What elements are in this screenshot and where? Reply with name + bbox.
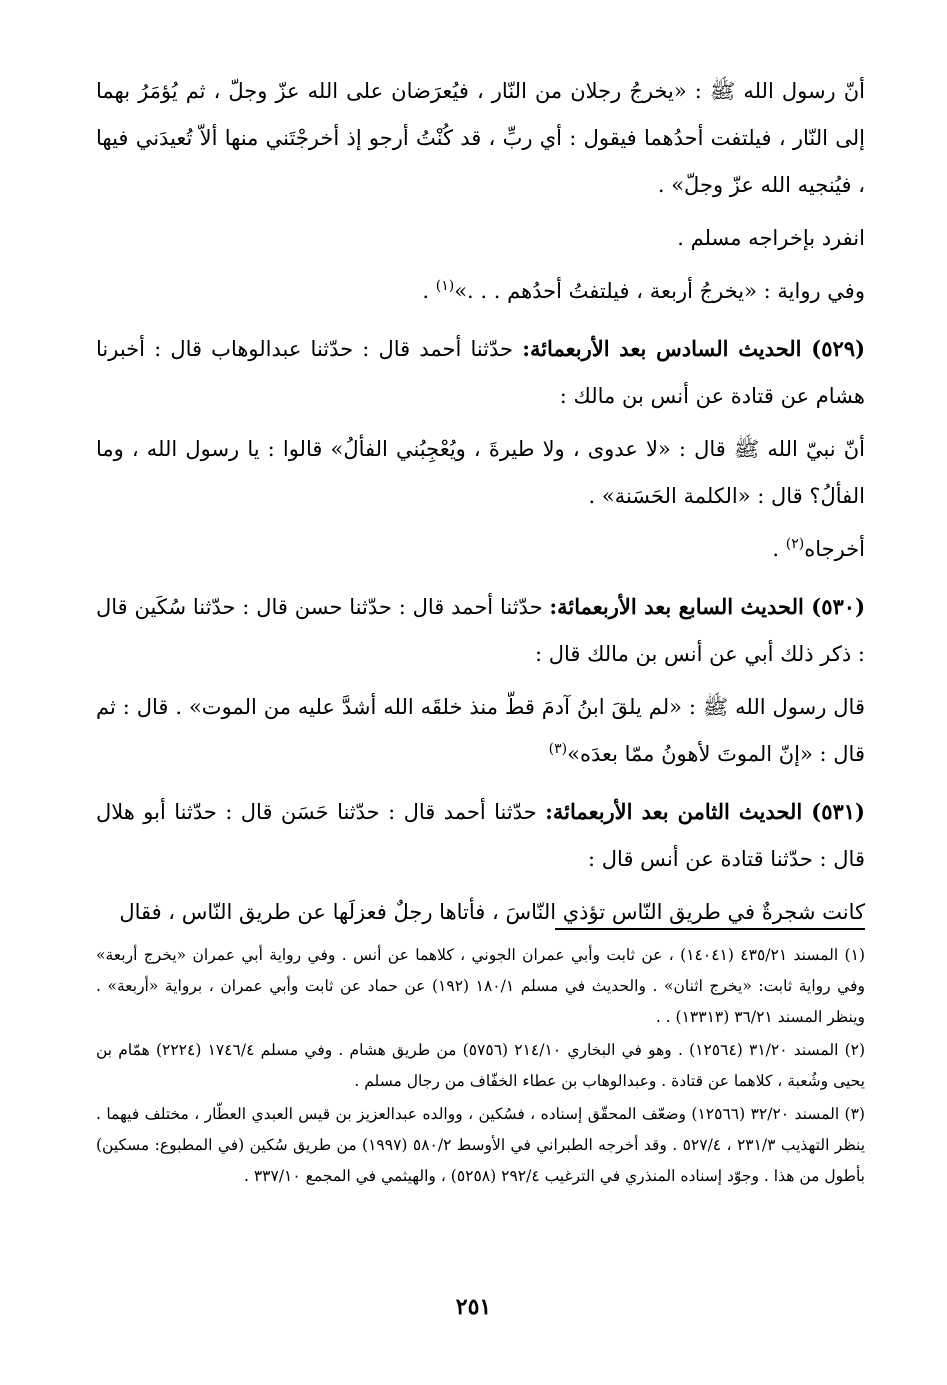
takhrij-note: انفرد بإخراجه مسلم . [677,226,865,250]
ikhrajah-end: . [772,537,786,561]
footnote-1: (١) المسند ٤٣٥/٢١ (١٤٠٤١) ، عن ثابت وأبي عمران الجوني ، كلاهما عن أنس . وفي رواية أبي عمران «يخرج أربعة» وفي رواية ثابت: «يخرج اثنان» . والحديث في مسلم ١٨٠/١ (١٩٢) عن حماد عن ثابت وأبي عمران ، برواية «أربعة» . وينظر المسند ٣٦/٢١ (١٣٣١٣) . . [96,946,865,1026]
riwaya-text: وفي رواية : «يخرجُ أربعة ، فيلتفتُ أحدُهم . . .» [454,279,865,303]
riwaya-end: . [422,279,436,303]
main-text [96,68,865,936]
page-number: ٢٥١ [455,1294,492,1320]
hadith-531-heading: (٥٣١) الحديث الثامن بعد الأربعمائة: [545,799,865,824]
hadith-528-text: أنّ رسول الله ﷺ : «يخرجُ رجلان من النّار ، فيُعرَضان على الله عزّ وجلّ ، ثم يُؤمَرُ بهما إلى النّار ، فيلتفت أحدُهما فيقول : أي ربِّ ، قد كُنْتُ أرجو إذ أخرجْتَني منها ألاّ تُعيدَني فيها ، فيُنجيه الله عزّ وجلّ» . [96,79,865,197]
hadith-530-matn-text: قال رسول الله ﷺ : «لم يلقَ ابنُ آدمَ قطّ منذ خلقَه الله أشدَّ عليه من الموت» . قال : ثم قال : «إنّ الموتَ لأهونُ ممّا بعدَه» [96,695,865,766]
hadith-531 [96,788,865,883]
footnote-divider [555,928,865,930]
footnote-ref-1[interactable]: (١) [435,278,455,294]
footnotes [96,940,865,1194]
footnote-3: (٣) المسند ٣٢/٢٠ (١٢٥٦٦) وضعّف المحقّق إسناده ، فسُكين ، ووالده عبدالعزيز بن قيس العبدي العطّار ، مختلف فيهما . ينظر التهذيب ٢٣١/٣ ، ٥٢٧/٤ . وقد أخرجه الطبراني في الأوسط ٥٨٠/٢ (١٩٩٧) من طريق سُكين (في المطبوع: مسكين) بأطول من هذا . وجوّد إسناده المنذري في الترغيب ٢٩٢/٤ (٥٢٥٨) ، والهيثمي في المجمع ٣٣٧/١٠ . [96,1105,866,1185]
hadith-529-isnad: حدّثنا أحمد قال : حدّثنا عبدالوهاب قال : أخبرنا هشام عن قتادة عن أنس بن مالك : [96,337,865,408]
footnote-ref-2[interactable]: (٢) [785,536,805,552]
hadith-529-takhrij [96,526,865,573]
hadith-529-matn: أنّ نبيّ الله ﷺ قال : «لا عدوى ، ولا طيرةَ ، ويُعْجِبُني الفألُ» قالوا : يا رسول الله ، وما الفألُ؟ قال : «الكلمة الحَسَنة» . [96,437,865,508]
hadith-529 [96,325,865,420]
hadith-529-heading: (٥٢٩) الحديث السادس بعد الأربعمائة: [522,336,865,361]
hadith-530-isnad: حدّثنا أحمد قال : حدّثنا حسن قال : حدّثنا سُكَين قال : ذكر ذلك أبي عن أنس بن مالك قال : [96,595,865,666]
hadith-530 [96,583,865,678]
hadith-530-matn [96,684,865,778]
footnote-2: (٢) المسند ٣١/٢٠ (١٢٥٦٤) . وهو في البخاري ٢١٤/١٠ (٥٧٥٦) من طريق هشام . وفي مسلم ١٧٤٦/٤ (٢٢٢٤) همّام بن يحيى وشُعبة ، كلاهما عن قتادة . وعبدالوهاب بن عطاء الخفّاف من رجال مسلم . [96,1041,866,1090]
hadith-531-matn: كانت شجرةٌ في طريق النّاس تؤذي النّاسَ ، فأتاها رجلٌ فعزلَها عن طريق النّاس ، فقال [119,900,865,924]
riwaya-note [96,268,865,315]
ikhrajah-text: أخرجاه [804,537,865,561]
hadith-530-heading: (٥٣٠) الحديث السابع بعد الأربعمائة: [549,594,865,619]
footnote-ref-3[interactable]: (٣) [548,741,568,757]
hadith-531-isnad: حدّثنا أحمد قال : حدّثنا حَسَن قال : حدّثنا أبو هلال قال : حدّثنا قتادة عن أنس قال : [96,800,865,871]
